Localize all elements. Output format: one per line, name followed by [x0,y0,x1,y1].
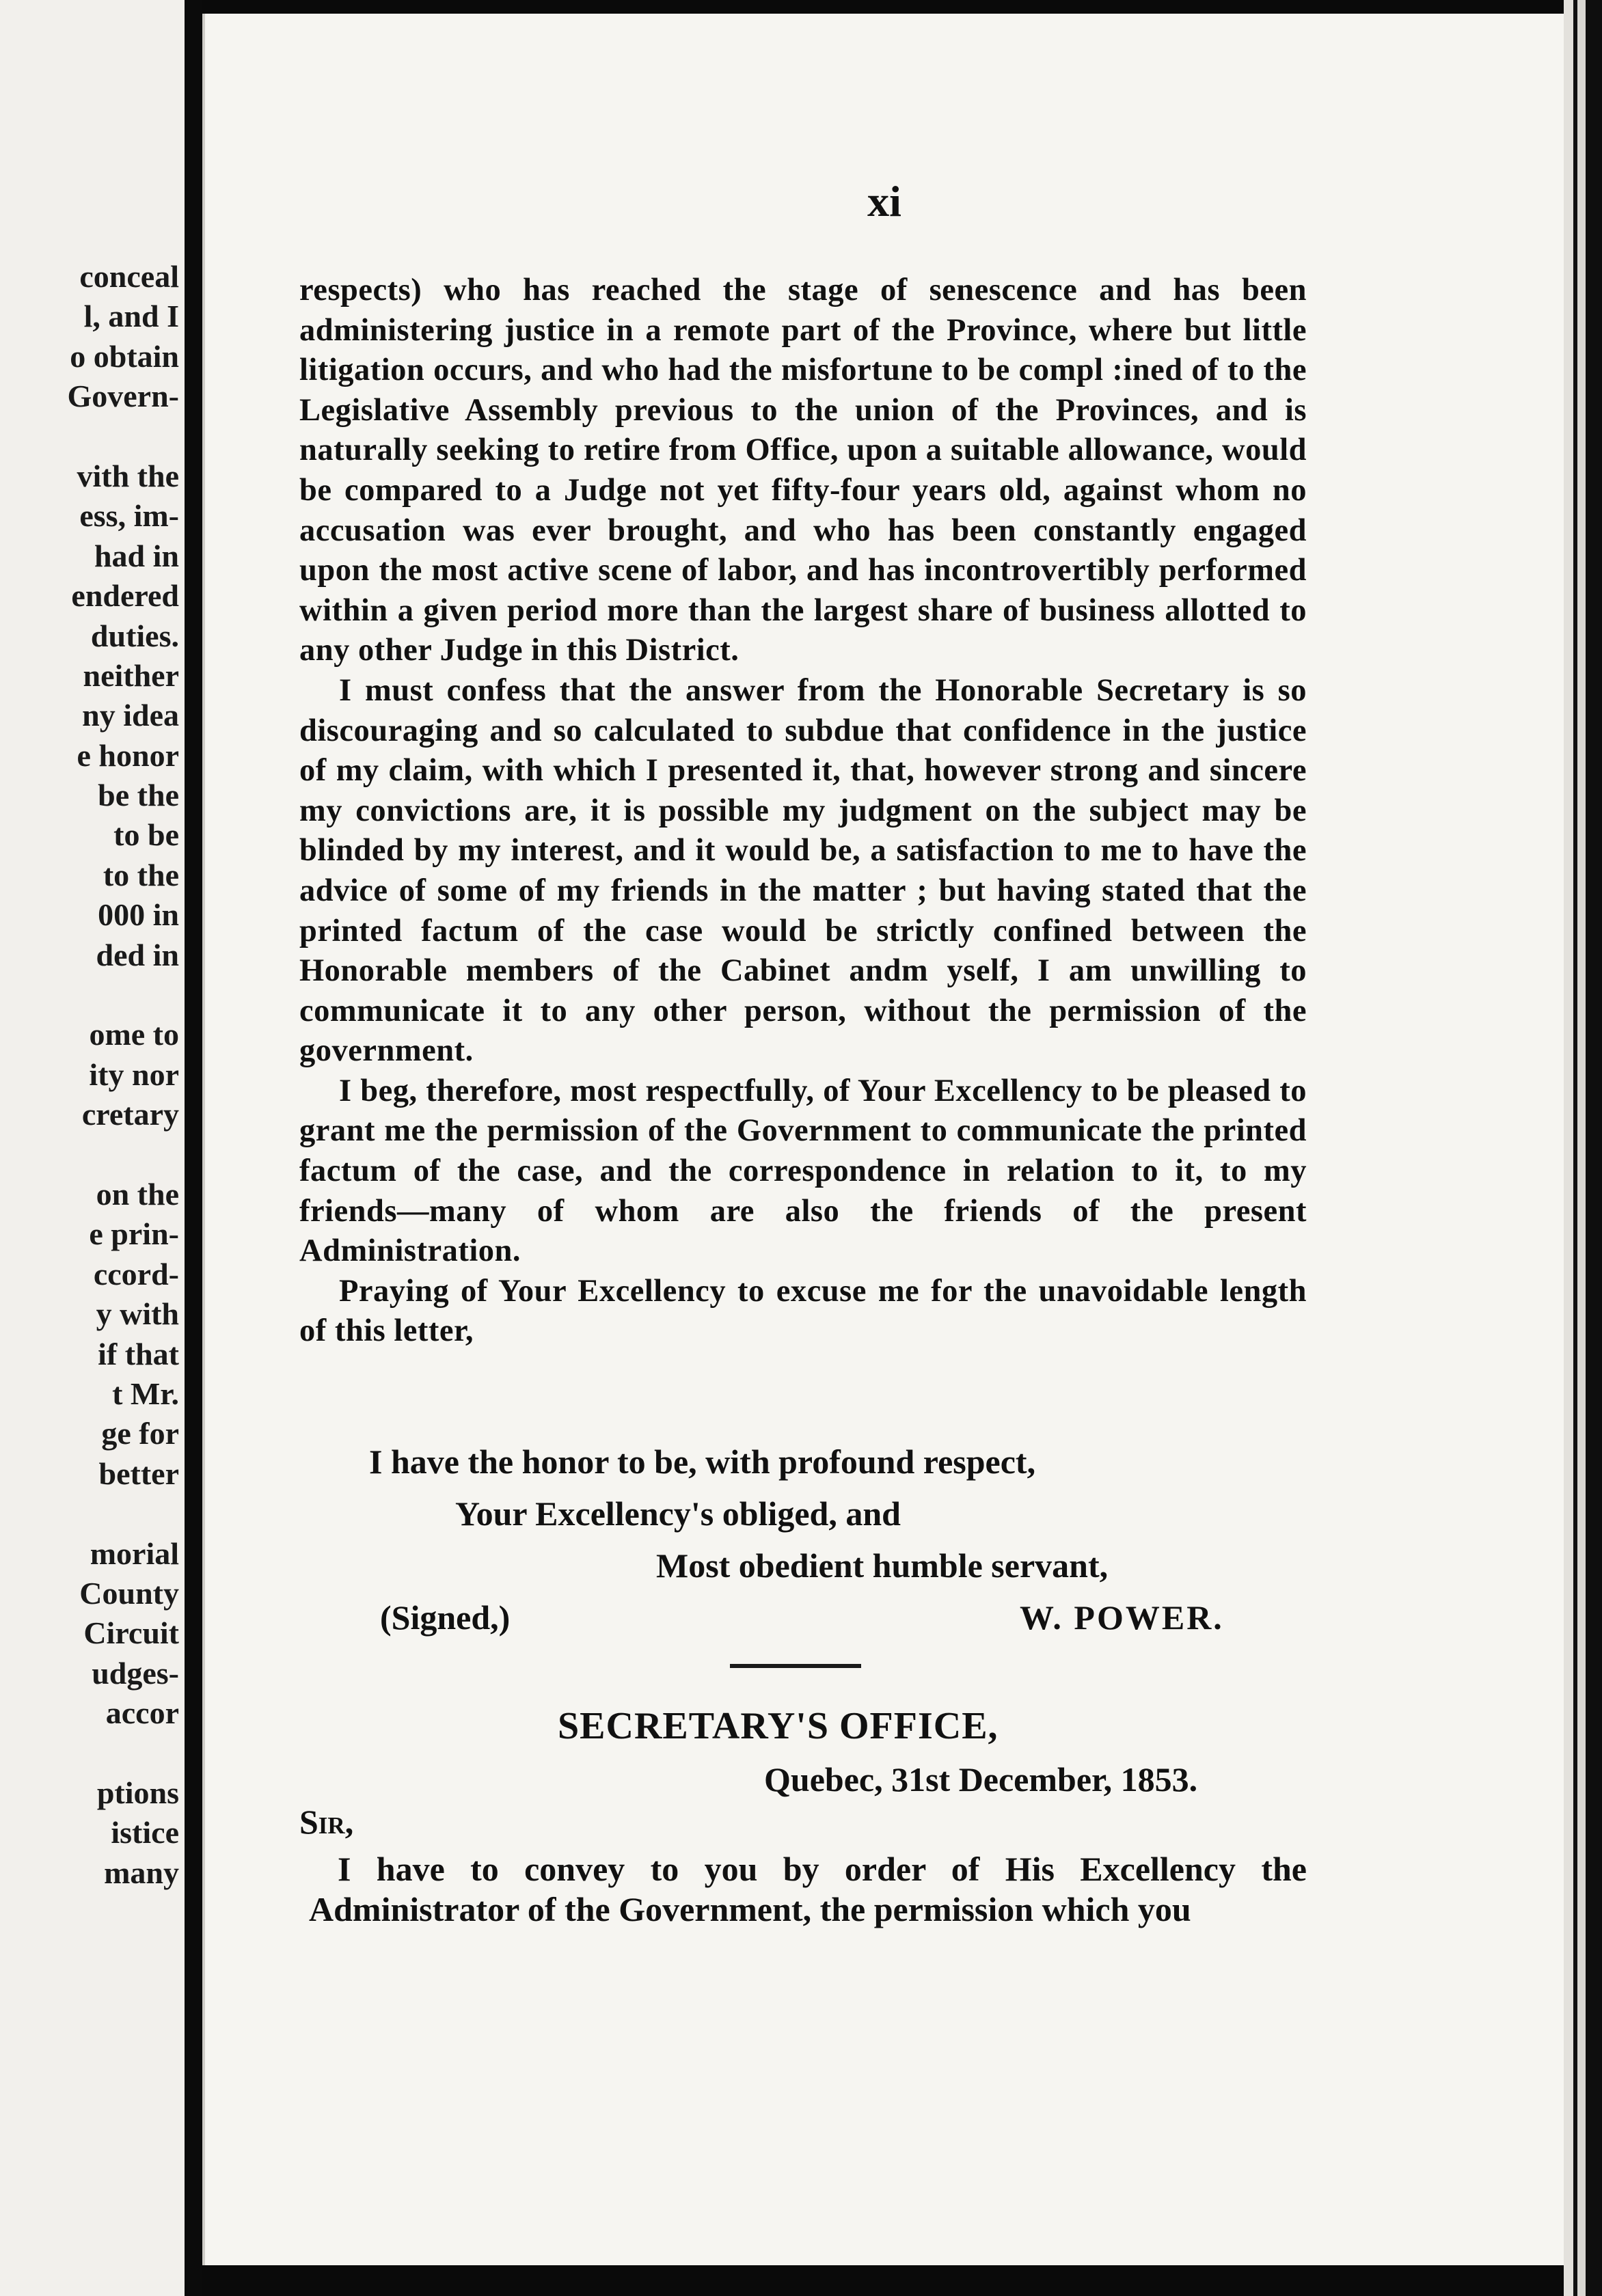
facing-page-line: on the [96,1176,179,1212]
facing-page-line: had in [94,538,179,573]
facing-page-line [0,417,179,456]
facing-page-line: t Mr. [112,1376,179,1411]
facing-page-line [0,975,179,1015]
document-page [202,14,1564,2265]
facing-page-line: ny idea [82,698,179,733]
facing-page-line: neither [83,657,179,693]
facing-page-line: conceal [79,259,179,294]
facing-page-line [0,1135,179,1175]
facing-page-line: udges- [92,1655,179,1691]
facing-page-line: e honor [77,737,179,773]
paragraph-apology: Praying of Your Excellency to excuse me for the unavoidable length of this letter, [299,1273,1307,1349]
reply-paragraph: I have to convey to you by order of His Excellency the Administrator of the Government, the permission which you [309,1850,1307,1928]
facing-page-line [0,1733,179,1773]
dateline: Quebec, 31st December, 1853. [764,1760,1198,1799]
letter-body [299,271,1307,1352]
facing-page-line: morial [90,1535,179,1571]
facing-page-line: cretary [81,1097,179,1132]
section-divider [730,1664,861,1668]
reply-letter-body [309,1849,1307,1930]
salutation: Sir, [299,1803,354,1841]
facing-page-line: l, and I [83,299,179,334]
facing-page-line: many [104,1855,179,1890]
facing-page-line: y with [96,1296,179,1332]
facing-page-line: if that [98,1336,179,1371]
facing-page-line: accor [105,1695,179,1731]
facing-page-line: County [79,1575,179,1611]
facing-page-line: vith the [77,458,179,493]
closing-line-servant: Most obedient humble servant, [656,1546,1109,1585]
facing-page-line: ge for [101,1416,179,1451]
closing-line-obliged: Your Excellency's obliged, and [455,1494,901,1533]
facing-page-line: o obtain [70,338,179,374]
facing-page-line: ccord- [93,1256,179,1292]
facing-page-text [0,257,179,1893]
page-number: xi [867,177,901,226]
facing-page-line [0,1494,179,1533]
facing-page-line: 000 in [98,897,179,933]
facing-page-line: endered [71,578,179,614]
facing-page-line: ptions [96,1775,179,1810]
paragraph-confession: I must confess that the answer from the Honorable Secretary is so discouraging and so calculated to subdue that confidence in the justice of my claim, with which I presented it, that, however strong and sincere my convictions are, it is possible my judgment on the subject may be blinded by my interest, and it would be, a satisfaction to me to have the advice of some of my friends in the matter ; but having stated that the printed factum of the case would be strictly confined between the Honorable members of the Cabinet andm yself, I am unwilling to communicate it to any other person, without the permission of the government. [299,672,1307,1069]
facing-page-line: Govern- [67,379,179,414]
facing-page-fragment [0,0,185,2296]
facing-page-line: to be [113,817,179,853]
facing-page-line: ome to [89,1017,179,1052]
signed-label: (Signed,) [380,1598,511,1637]
facing-page-line: istice [111,1815,179,1850]
book-gutter [185,0,202,2296]
facing-page-line: Circuit [83,1615,179,1651]
facing-page-line: duties. [90,618,179,653]
page-edge [1564,0,1602,2296]
signature: W. POWER. [1020,1598,1224,1637]
closing-line-honor: I have the honor to be, with profound respect, [369,1443,1036,1481]
facing-page-line: to the [103,857,179,892]
facing-page-line: ity nor [89,1056,179,1092]
facing-page-line: better [98,1456,179,1491]
facing-page-line: be the [98,778,179,813]
facing-page-line: e prin- [89,1216,179,1252]
paragraph-request: I beg, therefore, most respectfully, of Your Excellency to be pleased to grant me the permission of the Government to communicate the printed factum of the case, and the correspondence in relation to it, to my friends—many of whom are also the friends of the present Administration. [299,1073,1307,1269]
paragraph-continuation: respects) who has reached the stage of senescence and has been administering justice in a remote part of the Province, where but little litigation occurs, and who had the misfortune to be compl :ined of to the Legislative Assembly previous to the union of the Provinces, and is naturally seeking to retire from Office, upon a suitable allowance, would be compared to a Judge not yet fifty-four years old, against whom no accusation was ever brought, and who has been constantly engaged upon the most active scene of labor, and has incontrovertibly performed within a given period more than the largest share of business allotted to any other Judge in this District. [299,273,1307,668]
facing-page-line: ess, im- [79,498,179,534]
facing-page-line: ded in [96,937,179,972]
office-heading: SECRETARY'S OFFICE, [558,1705,999,1747]
